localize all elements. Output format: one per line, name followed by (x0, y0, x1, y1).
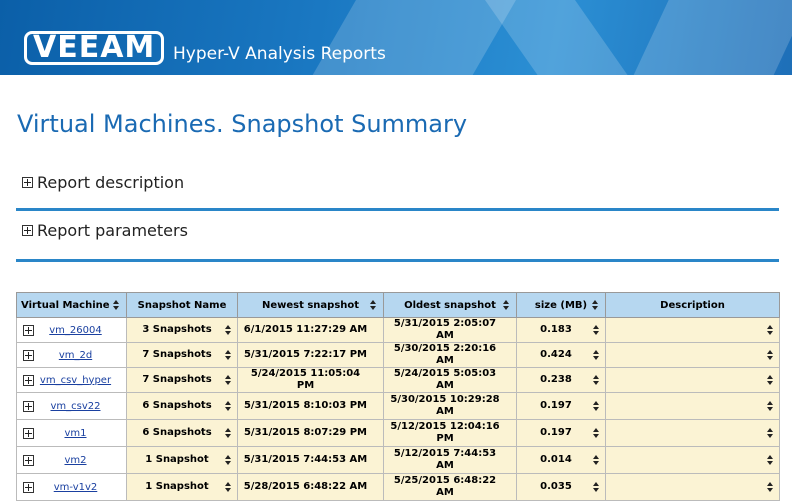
column-header-snapshot-name[interactable]: Snapshot Name (127, 293, 238, 318)
size-cell: 0.424 (517, 343, 606, 368)
sort-icon[interactable] (593, 325, 600, 335)
column-header-newest-snapshot[interactable]: Newest snapshot (238, 293, 384, 318)
sort-icon[interactable] (113, 300, 120, 310)
banner-decoration (617, 0, 792, 75)
expand-icon (22, 225, 33, 236)
column-header-description[interactable]: Description (606, 293, 780, 318)
vm-cell (17, 318, 127, 343)
vm-cell (17, 368, 127, 393)
vm-cell (17, 474, 127, 501)
snapshot-cell: 3 Snapshots (127, 318, 238, 343)
sort-icon[interactable] (593, 375, 600, 385)
snapshot-cell: 1 Snapshot (127, 474, 238, 501)
sort-icon[interactable] (225, 428, 232, 438)
newest-cell: 5/31/2015 7:44:53 AM (238, 447, 384, 474)
snapshot-cell: 7 Snapshots (127, 343, 238, 368)
description-cell (606, 447, 780, 474)
vm-cell (17, 393, 127, 420)
table-header-row (17, 293, 780, 318)
column-header-virtual-machine[interactable]: Virtual Machine (17, 293, 127, 318)
expand-row-icon[interactable] (23, 375, 34, 386)
banner-title: Hyper-V Analysis Reports (173, 44, 386, 64)
expand-row-icon[interactable] (23, 401, 34, 412)
expand-icon (22, 177, 33, 188)
section-label: Report parameters (37, 221, 188, 240)
oldest-cell: 5/12/2015 7:44:53 AM (384, 447, 517, 474)
size-cell: 0.197 (517, 420, 606, 447)
divider (16, 259, 779, 262)
size-cell: 0.014 (517, 447, 606, 474)
banner-decoration (478, 0, 652, 75)
logo-text: VEEAM (24, 31, 164, 65)
vm-cell (17, 343, 127, 368)
sort-icon[interactable] (592, 300, 599, 310)
snapshot-cell: 7 Snapshots (127, 368, 238, 393)
veeam-logo (24, 31, 164, 65)
size-cell: 0.035 (517, 474, 606, 501)
report-parameters-toggle[interactable] (22, 221, 188, 240)
oldest-cell: 5/12/2015 12:04:16 PM (384, 420, 517, 447)
sort-icon[interactable] (593, 482, 600, 492)
size-cell: 0.238 (517, 368, 606, 393)
newest-cell: 5/31/2015 8:10:03 PM (238, 393, 384, 420)
description-cell (606, 420, 780, 447)
snapshot-cell: 1 Snapshot (127, 447, 238, 474)
oldest-cell: 5/31/2015 2:05:07 AM (384, 318, 517, 343)
sort-icon[interactable] (767, 482, 774, 492)
snapshot-cell: 6 Snapshots (127, 420, 238, 447)
section-label: Report description (37, 173, 185, 192)
sort-icon[interactable] (593, 455, 600, 465)
vm-link[interactable]: vm1 (64, 427, 87, 439)
table-row (17, 318, 780, 343)
description-cell (606, 393, 780, 420)
expand-row-icon[interactable] (23, 455, 34, 466)
header-banner (0, 0, 792, 75)
vm-cell (17, 420, 127, 447)
newest-cell: 5/28/2015 6:48:22 AM (238, 474, 384, 501)
vm-link[interactable]: vm_26004 (49, 324, 102, 336)
oldest-cell: 5/25/2015 6:48:22 AM (384, 474, 517, 501)
sort-icon[interactable] (767, 375, 774, 385)
snapshot-table (16, 292, 780, 501)
oldest-cell: 5/30/2015 10:29:28 AM (384, 393, 517, 420)
snapshot-cell: 6 Snapshots (127, 393, 238, 420)
report-description-toggle[interactable] (22, 173, 184, 192)
description-cell (606, 343, 780, 368)
sort-icon[interactable] (767, 350, 774, 360)
sort-icon[interactable] (370, 300, 377, 310)
description-cell (606, 318, 780, 343)
sort-icon[interactable] (225, 325, 232, 335)
sort-icon[interactable] (225, 375, 232, 385)
column-header-oldest-snapshot[interactable]: Oldest snapshot (384, 293, 517, 318)
sort-icon[interactable] (503, 300, 510, 310)
sort-icon[interactable] (593, 350, 600, 360)
sort-icon[interactable] (767, 428, 774, 438)
vm-link[interactable]: vm2 (64, 454, 87, 466)
oldest-cell: 5/30/2015 2:20:16 AM (384, 343, 517, 368)
column-header-size[interactable]: size (MB) (517, 293, 606, 318)
description-cell (606, 474, 780, 501)
sort-icon[interactable] (225, 482, 232, 492)
oldest-cell: 5/24/2015 5:05:03 AM (384, 368, 517, 393)
sort-icon[interactable] (767, 455, 774, 465)
sort-icon[interactable] (225, 455, 232, 465)
sort-icon[interactable] (767, 325, 774, 335)
expand-row-icon[interactable] (23, 350, 34, 361)
sort-icon[interactable] (593, 428, 600, 438)
vm-link[interactable]: vm_csv_hyper (39, 374, 112, 386)
vm-link[interactable]: vm_2d (58, 349, 93, 361)
table-row (17, 393, 780, 420)
expand-row-icon[interactable] (23, 482, 34, 493)
newest-cell: 6/1/2015 11:27:29 AM (238, 318, 384, 343)
vm-link[interactable]: vm-v1v2 (53, 481, 98, 493)
vm-cell (17, 447, 127, 474)
table-row (17, 447, 780, 474)
table-row (17, 343, 780, 368)
sort-icon[interactable] (593, 401, 600, 411)
expand-row-icon[interactable] (23, 325, 34, 336)
newest-cell: 5/24/2015 11:05:04 PM (238, 368, 384, 393)
newest-cell: 5/31/2015 8:07:29 PM (238, 420, 384, 447)
table-row (17, 368, 780, 393)
size-cell: 0.197 (517, 393, 606, 420)
page-title: Virtual Machines. Snapshot Summary (17, 110, 468, 138)
divider (16, 208, 779, 211)
table-row (17, 420, 780, 447)
sort-icon[interactable] (225, 401, 232, 411)
expand-row-icon[interactable] (23, 428, 34, 439)
size-cell: 0.183 (517, 318, 606, 343)
vm-link[interactable]: vm_csv22 (50, 400, 101, 412)
sort-icon[interactable] (767, 401, 774, 411)
table-row (17, 474, 780, 501)
sort-icon[interactable] (225, 350, 232, 360)
description-cell (606, 368, 780, 393)
newest-cell: 5/31/2015 7:22:17 PM (238, 343, 384, 368)
